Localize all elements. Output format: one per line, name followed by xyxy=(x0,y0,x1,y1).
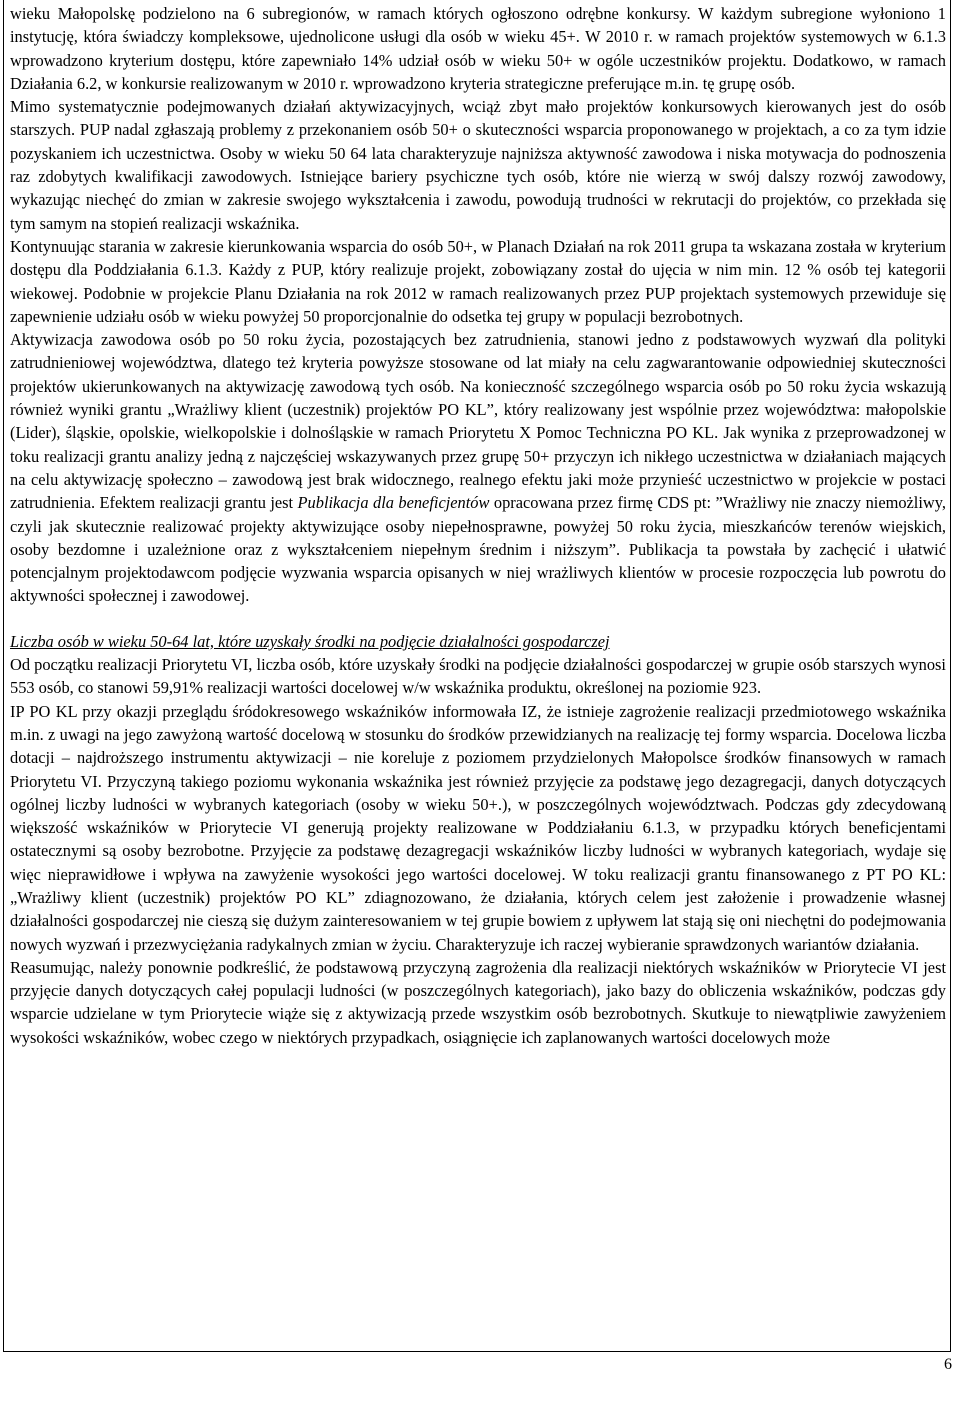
paragraph-text: IP PO KL przy okazji przeglądu śródokresowego wskaźników informowała IZ, że istnieje zagrożenie realizacji przedmiotowego wskaźnika m.in. z uwagi na jego zawyżoną wartość docelową w stosunku do środków przewidzianych na realizację tej formy wsparcia. Docelowa liczba dotacji – najdroższego instrumentu aktywizacji – nie koreluje z poziomem przydzielonych Małopolsce środków finansowych w ramach Priorytetu VI. Przyczyną takiego poziomu wykonania wskaźnika jest również przyjęcie za podstawę jego dezagregacji, danych dotyczących ogólnej liczby ludności w wybranych kategoriach (osoby w wieku 50+.), w poszczególnych województwach. Podczas gdy zdecydowaną większość wskaźników w Priorytecie VI generują projekty realizowane w Poddziałaniu 6.1.3, w przypadku których beneficjentami ostatecznymi są osoby bezrobotne. Przyjęcie za podstawę dezagregacji wskaźników liczby ludności w wybranych kategoriach, wydaje się więc nieprawidłowe i wpływa na zawyżenie wysokości jego wartości docelowej. W toku realizacji grantu finansowanego z PT PO KL: „Wrażliwy klient (uczestnik) projektów PO KL” zdiagnozowano, że działania, których celem jest założenie i prowadzenie własnej działalności gospodarczej nie cieszą się dużym zainteresowaniem w tej grupie bowiem z upływem lat stają się oni niechętni do podejmowania nowych wyzwań i przezwyciężania radykalnych zmian w życiu. Charakteryzuje ich raczej wybieranie sprawdzonych wariantów działania. xyxy=(10,701,946,954)
paragraph-pup-problems xyxy=(10,95,946,235)
paragraph-text: Reasumując, należy ponownie podkreślić, że podstawową przyczyną zagrożenia dla realizacji niektórych wskaźników w Priorytecie VI jest przyjęcie danych dotyczących całej populacji ludności (w poszczególnych kategoriach), jako bazy do obliczenia wskaźników, podczas gdy wsparcie udzielane w tym Priorytecie wiąże się z aktywizacją przede wszystkim osób bezrobotnych. Skutkuje to niewątpliwie zawyżeniem wysokości wskaźników, wobec czego w niektórych przypadkach, osiągnięcie ich zaplanowanych wartości docelowych może xyxy=(10,957,946,1047)
section-heading-text: Liczba osób w wieku 50-64 lat, które uzyskały środki na podjęcie działalności gospodarczej xyxy=(10,631,610,651)
paragraph-text: opracowana przez firmę CDS pt: ”Wrażliwy nie znaczy niemożliwy, czyli jak skutecznie realizować projekty aktywizujące osoby niepełnosprawne, powyżej 50 roku życia, mieszkańców terenów wiejskich, osoby bezdomne i uzależnione oraz z wykształceniem niepełnym średnim i niższym”. Publikacja ta powstała by zachęcić i ułatwić potencjalnym projektodawcom podjęcie wyzwania wsparcia opisanych w niej wrażliwych klientów w procesie rozpoczęcia lub powrotu do aktywności społecznej i zawodowej. xyxy=(10,493,946,606)
paragraph-summary xyxy=(10,956,946,1049)
paragraph-ip-review xyxy=(10,700,946,956)
page-number: 6 xyxy=(944,1356,952,1373)
paragraph-text: Mimo systematycznie podejmowanych działań aktywizacyjnych, wciąż zbyt mało projektów konkursowych kierowanych jest do osób starszych. PUP nadal zgłaszają problemy z przekonaniem osób 50+ o skuteczności wsparcia proponowanego w projektach, a co za tym idzie pozyskaniem ich uczestnictwa. Osoby w wieku 50 64 lata charakteryzuje najniższa aktywność zawodowa i niska motywacja do podnoszenia raz zdobytych kwalifikacji zawodowych. Istniejące bariery psychiczne tych osób, które nie wierzą w swój dalszy rozwój zawodowy, wykazując niechęć do zmian w zakresie swojego wykształcenia i zawodu, powodują trudności w rekrutacji do projektów, co przekłada się tym samym na stopień realizacji wskaźnika. xyxy=(10,97,946,233)
paragraph-action-plans xyxy=(10,235,946,328)
paragraph-indicator-value xyxy=(10,653,946,700)
paragraph-activation xyxy=(10,328,946,608)
paragraph-text: Aktywizacja zawodowa osób po 50 roku życia, pozostających bez zatrudnienia, stanowi jedno z podstawowych wyzwań dla polityki zatrudnieniowej województwa, dlatego też kryteria powyższe stosowane od lat miały na celu zagwarantowanie odpowiedniej skuteczności projektów ukierunkowanych na aktywizację zawodową tych osób. Na konieczność szczególnego wsparcia osób po 50 roku życia wskazują również wyniki grantu „Wrażliwy klient (uczestnik) projektów PO KL”, który realizowany jest wspólnie przez województwa: małopolskie (Lider), śląskie, opolskie, wielkopolskie i dolnośląskie w ramach Priorytetu X Pomoc Techniczna PO KL. Jak wynika z przeprowadzonej w toku realizacji grantu analizy jedną z najczęściej wskazywanych przez grupę 50+ przyczyn ich nikłego uczestnictwa w działaniach mających na celu aktywizację społeczno – zawodową jest brak widocznego, realnego efektu jaki może przynieść uczestnictwo w projekcie w postaci zatrudnienia. Efektem realizacji grantu jest xyxy=(10,330,946,513)
paragraph-text: Od początku realizacji Priorytetu VI, liczba osób, które uzyskały środki na podjęcie działalności gospodarczej w grupie osób starszych wynosi 553 osób, co stanowi 59,91% realizacji wartości docelowej w/w wskaźnika produktu, określonej na poziomie 923. xyxy=(10,655,946,698)
paragraph-text: Kontynuując starania w zakresie kierunkowania wsparcia do osób 50+, w Planach Działań na rok 2011 grupa ta wskazana została w kryterium dostępu dla Poddziałania 6.1.3. Każdy z PUP, który realizuje projekt, zobowiązany został do ujęcia w nim min. 12 % osób tej kategorii wiekowej. Podobnie w projekcie Planu Działania na rok 2012 w ramach realizowanych przez PUP projektach systemowych przewiduje się zapewnienie udziału osób w wieku powyżej 50 proporcjonalnie do odsetka tej grupy w populacji bezrobotnych. xyxy=(10,236,946,326)
publication-title: Publikacja dla beneficjentów xyxy=(297,493,490,513)
paragraph-subregions xyxy=(10,2,946,95)
paragraph-text: wieku Małopolskę podzielono na 6 subregionów, w ramach których ogłoszono odrębne konkursy. W każdym subregione wyłoniono 1 instytucję, która świadczy kompleksowe, ujednolicone usługi dla osób w wieku 45+. W 2010 r. w ramach projektów systemowych w 6.1.3 wprowadzono kryterium dostępu, które zapewniało 14% udział osób w wieku 50+ w ogóle uczestników projektu. Dodatkowo, w ramach Działania 6.2, w konkursie realizowanym w 2010 r. wprowadzono kryteria strategiczne preferujące m.in. tę grupę osób. xyxy=(10,4,946,93)
section-heading xyxy=(10,630,946,653)
document-body xyxy=(10,2,946,1049)
